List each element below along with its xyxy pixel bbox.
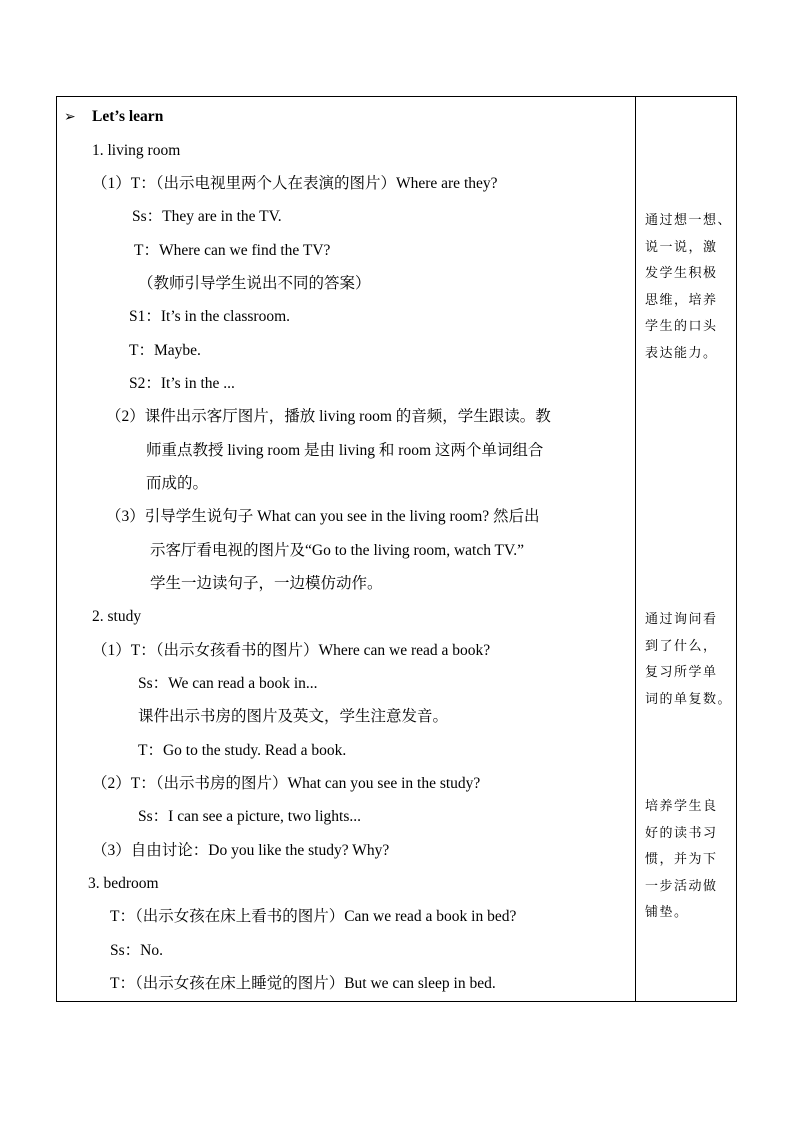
text-line: （1）T：（出示女孩看书的图片）Where can we read a book? — [92, 642, 491, 659]
text-line: Ss：No. — [110, 942, 163, 959]
text-line: T：Where can we find the TV? — [134, 242, 331, 259]
text-line: T：Maybe. — [129, 342, 201, 359]
text-line: 课件出示书房的图片及英文，学生注意发音。 — [138, 708, 449, 725]
text-line: S1：It’s in the classroom. — [129, 308, 291, 325]
item-bedroom-heading: 3. bedroom — [88, 875, 159, 892]
text-line: 师重点教授 living room 是由 living 和 room 这两个单词组合 — [146, 442, 544, 459]
item-study-heading: 2. study — [92, 608, 142, 625]
side-note-1: 通过想一想、 说一说，激 发学生积极 思维，培养 学生的口头 表达能力。 — [645, 213, 733, 361]
text-line: Ss：They are in the TV. — [132, 208, 282, 225]
text-line: Ss：I can see a picture, two lights... — [138, 808, 361, 825]
text-line: 而成的。 — [146, 475, 209, 492]
side-note-3: 培养学生良 好的读书习 惯，并为下 一步活动做 铺垫。 — [645, 799, 718, 920]
column-divider — [635, 96, 636, 1002]
text-line: （3）自由讨论：Do you like the study? Why? — [92, 842, 390, 859]
text-line: （教师引导学生说出不同的答案） — [138, 275, 371, 292]
section-heading: Let’s learn — [92, 108, 164, 125]
arrow-bullet-icon: ➢ — [64, 109, 76, 125]
text-line: S2：It’s in the ... — [129, 375, 235, 392]
text-line: （2）T：（出示书房的图片）What can you see in the study? — [92, 775, 481, 792]
item-living-room-heading: 1. living room — [92, 142, 181, 159]
text-line: （1）T：（出示电视里两个人在表演的图片）Where are they? — [92, 175, 498, 192]
text-line: T：（出示女孩在床上看书的图片）Can we read a book in bed? — [110, 908, 517, 925]
text-line: Ss：We can read a book in... — [138, 675, 318, 692]
text-line: （3）引导学生说句子 What can you see in the living room? 然后出 — [106, 508, 540, 525]
text-line: T：（出示女孩在床上睡觉的图片）But we can sleep in bed. — [110, 975, 496, 992]
text-line: 学生一边读句子，一边模仿动作。 — [150, 575, 383, 592]
text-line: T：Go to the study. Read a book. — [138, 742, 347, 759]
text-line: （2）课件出示客厅图片，播放 living room 的音频，学生跟读。教 — [106, 408, 551, 425]
text-line: 示客厅看电视的图片及“Go to the living room, watch TV.” — [150, 542, 524, 559]
side-note-2: 通过询问看 到了什么， 复习所学单 词的单复数。 — [645, 612, 733, 707]
